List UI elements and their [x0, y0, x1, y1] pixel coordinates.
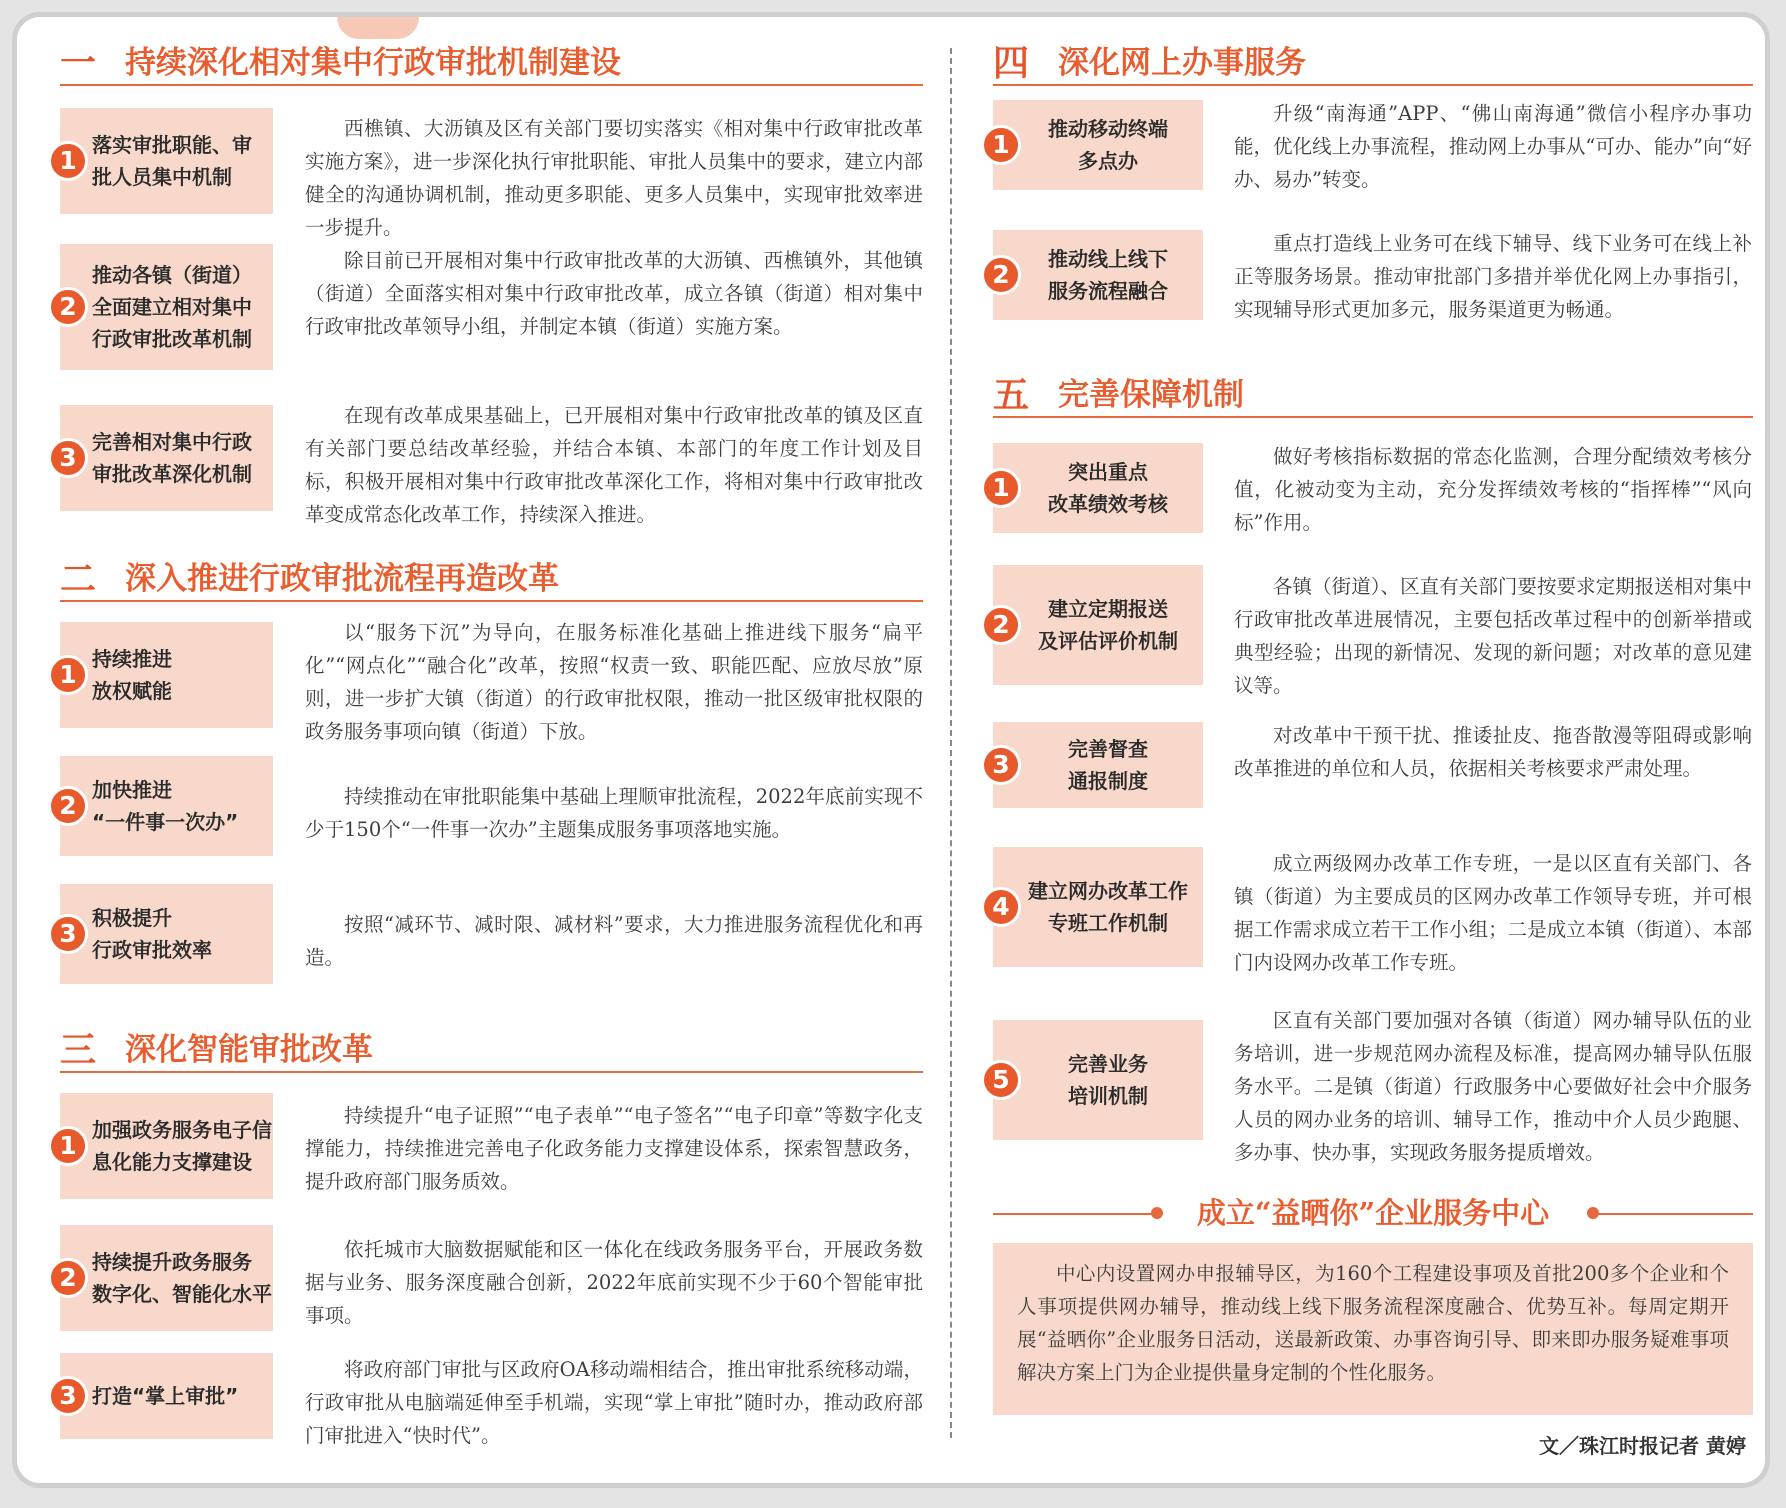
section-heading	[993, 40, 1753, 86]
point-label-box	[60, 756, 273, 856]
section-numeral: 五	[993, 374, 1030, 416]
point-label: 持续推进 放权赋能	[92, 647, 172, 703]
point-label-box	[993, 230, 1203, 320]
point-body-text: 升级“南海通”APP、“佛山南海通”微信小程序办事功能，优化线上办事流程，推动网上办事从“可办、能办”向“好办、易办”转变。	[1234, 102, 1752, 191]
heading-rule-right	[1593, 1213, 1753, 1215]
point-label-box	[60, 405, 273, 511]
point-label: 完善督查 通报制度	[1068, 737, 1148, 793]
point-body-text: 各镇（街道）、区直有关部门要按要求定期报送相对集中行政审批改革进展情况，主要包括改革过程中的创新举措或典型经验；出现的新情况、发现的新问题；对改革的意见建议等。	[1234, 575, 1752, 697]
point-number-badge: 2	[48, 1258, 88, 1298]
point-body-text: 以“服务下沉”为导向，在服务标准化基础上推进线下服务“扁平化”“网点化”“融合化”改革，按照“权责一致、职能匹配、应放尽放”原则，进一步扩大镇（街道）的行政审批权限，推动一批区级审批权限的政务服务事项向镇（街道）下放。	[305, 621, 923, 743]
point-body-text: 持续提升“电子证照”“电子表单”“电子签名”“电子印章”等数字化支撑能力，持续推进完善电子化政务能力支撑建设体系，探索智慧政务，提升政府部门服务质效。	[305, 1104, 923, 1193]
point-label-box	[60, 244, 273, 370]
section-title: 深化网上办事服务	[1058, 45, 1306, 81]
byline: 文／珠江时报记者 黄婷	[1539, 1434, 1746, 1458]
point-number-badge: 5	[981, 1060, 1021, 1100]
point-number-badge: 2	[48, 786, 88, 826]
point-label: 积极提升 行政审批效率	[92, 906, 212, 962]
point-label: 推动各镇（街道） 全面建立相对集中 行政审批改革机制	[92, 263, 252, 351]
point-number-badge: 2	[981, 605, 1021, 645]
point-label-box	[993, 1020, 1203, 1140]
point-body-text: 重点打造线上业务可在线下辅导、线下业务可在线上补正等服务场景。推动审批部门多措并举优化网上办事指引，实现辅导形式更加多元，服务渠道更为畅通。	[1234, 232, 1752, 321]
point-body-text: 在现有改革成果基础上，已开展相对集中行政审批改革的镇及区直有关部门要总结改革经验，并结合本镇、本部门的年度工作计划及目标，积极开展相对集中行政审批改革深化工作，将相对集中行政审批改革变成常态化改革工作，持续深入推进。	[305, 404, 923, 526]
point-label-box	[993, 722, 1203, 808]
point-label: 推动线上线下 服务流程融合	[1048, 247, 1168, 303]
section-title: 持续深化相对集中行政审批机制建设	[125, 45, 621, 81]
point-label: 加快推进 “一件事一次办”	[92, 778, 239, 834]
point-number-badge: 2	[981, 255, 1021, 295]
point-number-badge: 3	[981, 745, 1021, 785]
point-number-badge: 2	[48, 287, 88, 327]
point-label: 完善相对集中行政 审批改革深化机制	[92, 430, 252, 486]
section-numeral: 二	[60, 558, 97, 600]
point-label-box	[60, 1093, 273, 1199]
section-heading	[60, 40, 923, 86]
point-label-box	[60, 1353, 273, 1439]
section-title: 深化智能审批改革	[125, 1032, 373, 1068]
point-body-text: 做好考核指标数据的常态化监测，合理分配绩效考核分值，化被动变为主动，充分发挥绩效考核的“指挥棒”“风向标”作用。	[1234, 445, 1752, 534]
section-numeral: 一	[60, 42, 97, 84]
section-heading	[60, 1027, 923, 1073]
point-number-badge: 1	[48, 655, 88, 695]
point-number-badge: 1	[981, 125, 1021, 165]
point-number-badge: 1	[981, 468, 1021, 508]
service-center-title: 成立“益晒你”企业服务中心	[1196, 1196, 1550, 1230]
point-label-box	[60, 108, 273, 214]
point-label-box	[993, 847, 1203, 967]
point-label: 推动移动终端 多点办	[1048, 117, 1168, 173]
point-body-text: 成立两级网办改革工作专班，一是以区直有关部门、各镇（街道）为主要成员的区网办改革工作领导专班，并可根据工作需求成立若干工作小组；二是成立本镇（街道）、本部门内设网办改革工作专班。	[1234, 852, 1752, 974]
point-body-text: 将政府部门审批与区政府OA移动端相结合，推出审批系统移动端，行政审批从电脑端延伸至手机端，实现“掌上审批”随时办，推动政府部门审批进入“快时代”。	[305, 1358, 923, 1447]
point-number-badge: 4	[981, 887, 1021, 927]
point-label: 加强政务服务电子信 息化能力支撑建设	[92, 1118, 272, 1174]
section-title: 深入推进行政审批流程再造改革	[125, 561, 559, 597]
point-label: 建立定期报送 及评估评价机制	[1038, 597, 1178, 653]
section-numeral: 四	[993, 42, 1030, 84]
point-label: 突出重点 改革绩效考核	[1048, 460, 1168, 516]
point-label-box	[993, 565, 1203, 685]
point-body-text: 西樵镇、大沥镇及区有关部门要切实落实《相对集中行政审批改革实施方案》，进一步深化执行审批职能、审批人员集中的要求，建立内部健全的沟通协调机制，推动更多职能、更多人员集中，实现审批效率进一步提升。	[305, 117, 923, 239]
point-body-text: 依托城市大脑数据赋能和区一体化在线政务服务平台，开展政务数据与业务、服务深度融合创新，2022年底前实现不少于60个智能审批事项。	[305, 1238, 923, 1327]
point-number-badge: 3	[48, 438, 88, 478]
section-rule	[60, 1071, 923, 1073]
point-label-box	[993, 443, 1203, 533]
point-label-box	[60, 1225, 273, 1331]
point-number-badge: 1	[48, 1126, 88, 1166]
point-number-badge: 1	[48, 141, 88, 181]
point-label-box	[60, 622, 273, 728]
section-rule	[60, 84, 923, 86]
point-number-badge: 3	[48, 914, 88, 954]
point-label: 落实审批职能、审 批人员集中机制	[92, 133, 252, 189]
section-rule	[993, 416, 1753, 418]
section-numeral: 三	[60, 1029, 97, 1071]
point-number-badge: 3	[48, 1376, 88, 1416]
point-label-box	[60, 884, 273, 984]
point-body-text: 除目前已开展相对集中行政审批改革的大沥镇、西樵镇外，其他镇（街道）全面落实相对集中行政审批改革，成立各镇（街道）相对集中行政审批改革领导小组，并制定本镇（街道）实施方案。	[305, 249, 923, 338]
section-heading	[993, 372, 1753, 418]
section-title: 完善保障机制	[1058, 377, 1244, 413]
service-center-body: 中心内设置网办申报辅导区，为160个工程建设事项及首批200多个企业和个人事项提供网办辅导，推动线上线下服务流程深度融合、优势互补。每周定期开展“益晒你”企业服务日活动，送最新政策、办事咨询引导、即来即办服务疑难事项解决方案上门为企业提供量身定制的个性化服务。	[993, 1243, 1753, 1415]
point-body-text: 按照“减环节、减时限、减材料”要求，大力推进服务流程优化和再造。	[305, 913, 923, 969]
service-center-heading	[993, 1190, 1753, 1236]
point-label: 完善业务 培训机制	[1068, 1052, 1148, 1108]
point-body-text: 持续推动在审批职能集中基础上理顺审批流程，2022年底前实现不少于150个“一件事一次办”主题集成服务事项落地实施。	[305, 785, 923, 841]
section-rule	[60, 600, 923, 602]
point-label-box	[993, 100, 1203, 190]
section-rule	[993, 84, 1753, 86]
point-body-text: 区直有关部门要加强对各镇（街道）网办辅导队伍的业务培训，进一步规范网办流程及标准，提高网办辅导队伍服务水平。二是镇（街道）行政服务中心要做好社会中介服务人员的网办业务的培训、辅导工作，推动中介人员少跑腿、多办事、快办事，实现政务服务提质增效。	[1234, 1009, 1752, 1164]
column-divider	[950, 48, 952, 1438]
section-heading	[60, 556, 923, 602]
point-body-text: 对改革中干预干扰、推诿扯皮、拖沓散漫等阻碍或影响改革推进的单位和人员，依据相关考核要求严肃处理。	[1234, 724, 1752, 780]
point-label: 建立网办改革工作 专班工作机制	[1028, 879, 1188, 935]
point-label: 打造“掌上审批”	[92, 1384, 239, 1408]
top-tab-decoration	[337, 17, 419, 39]
point-label: 持续提升政务服务 数字化、智能化水平	[92, 1250, 272, 1306]
